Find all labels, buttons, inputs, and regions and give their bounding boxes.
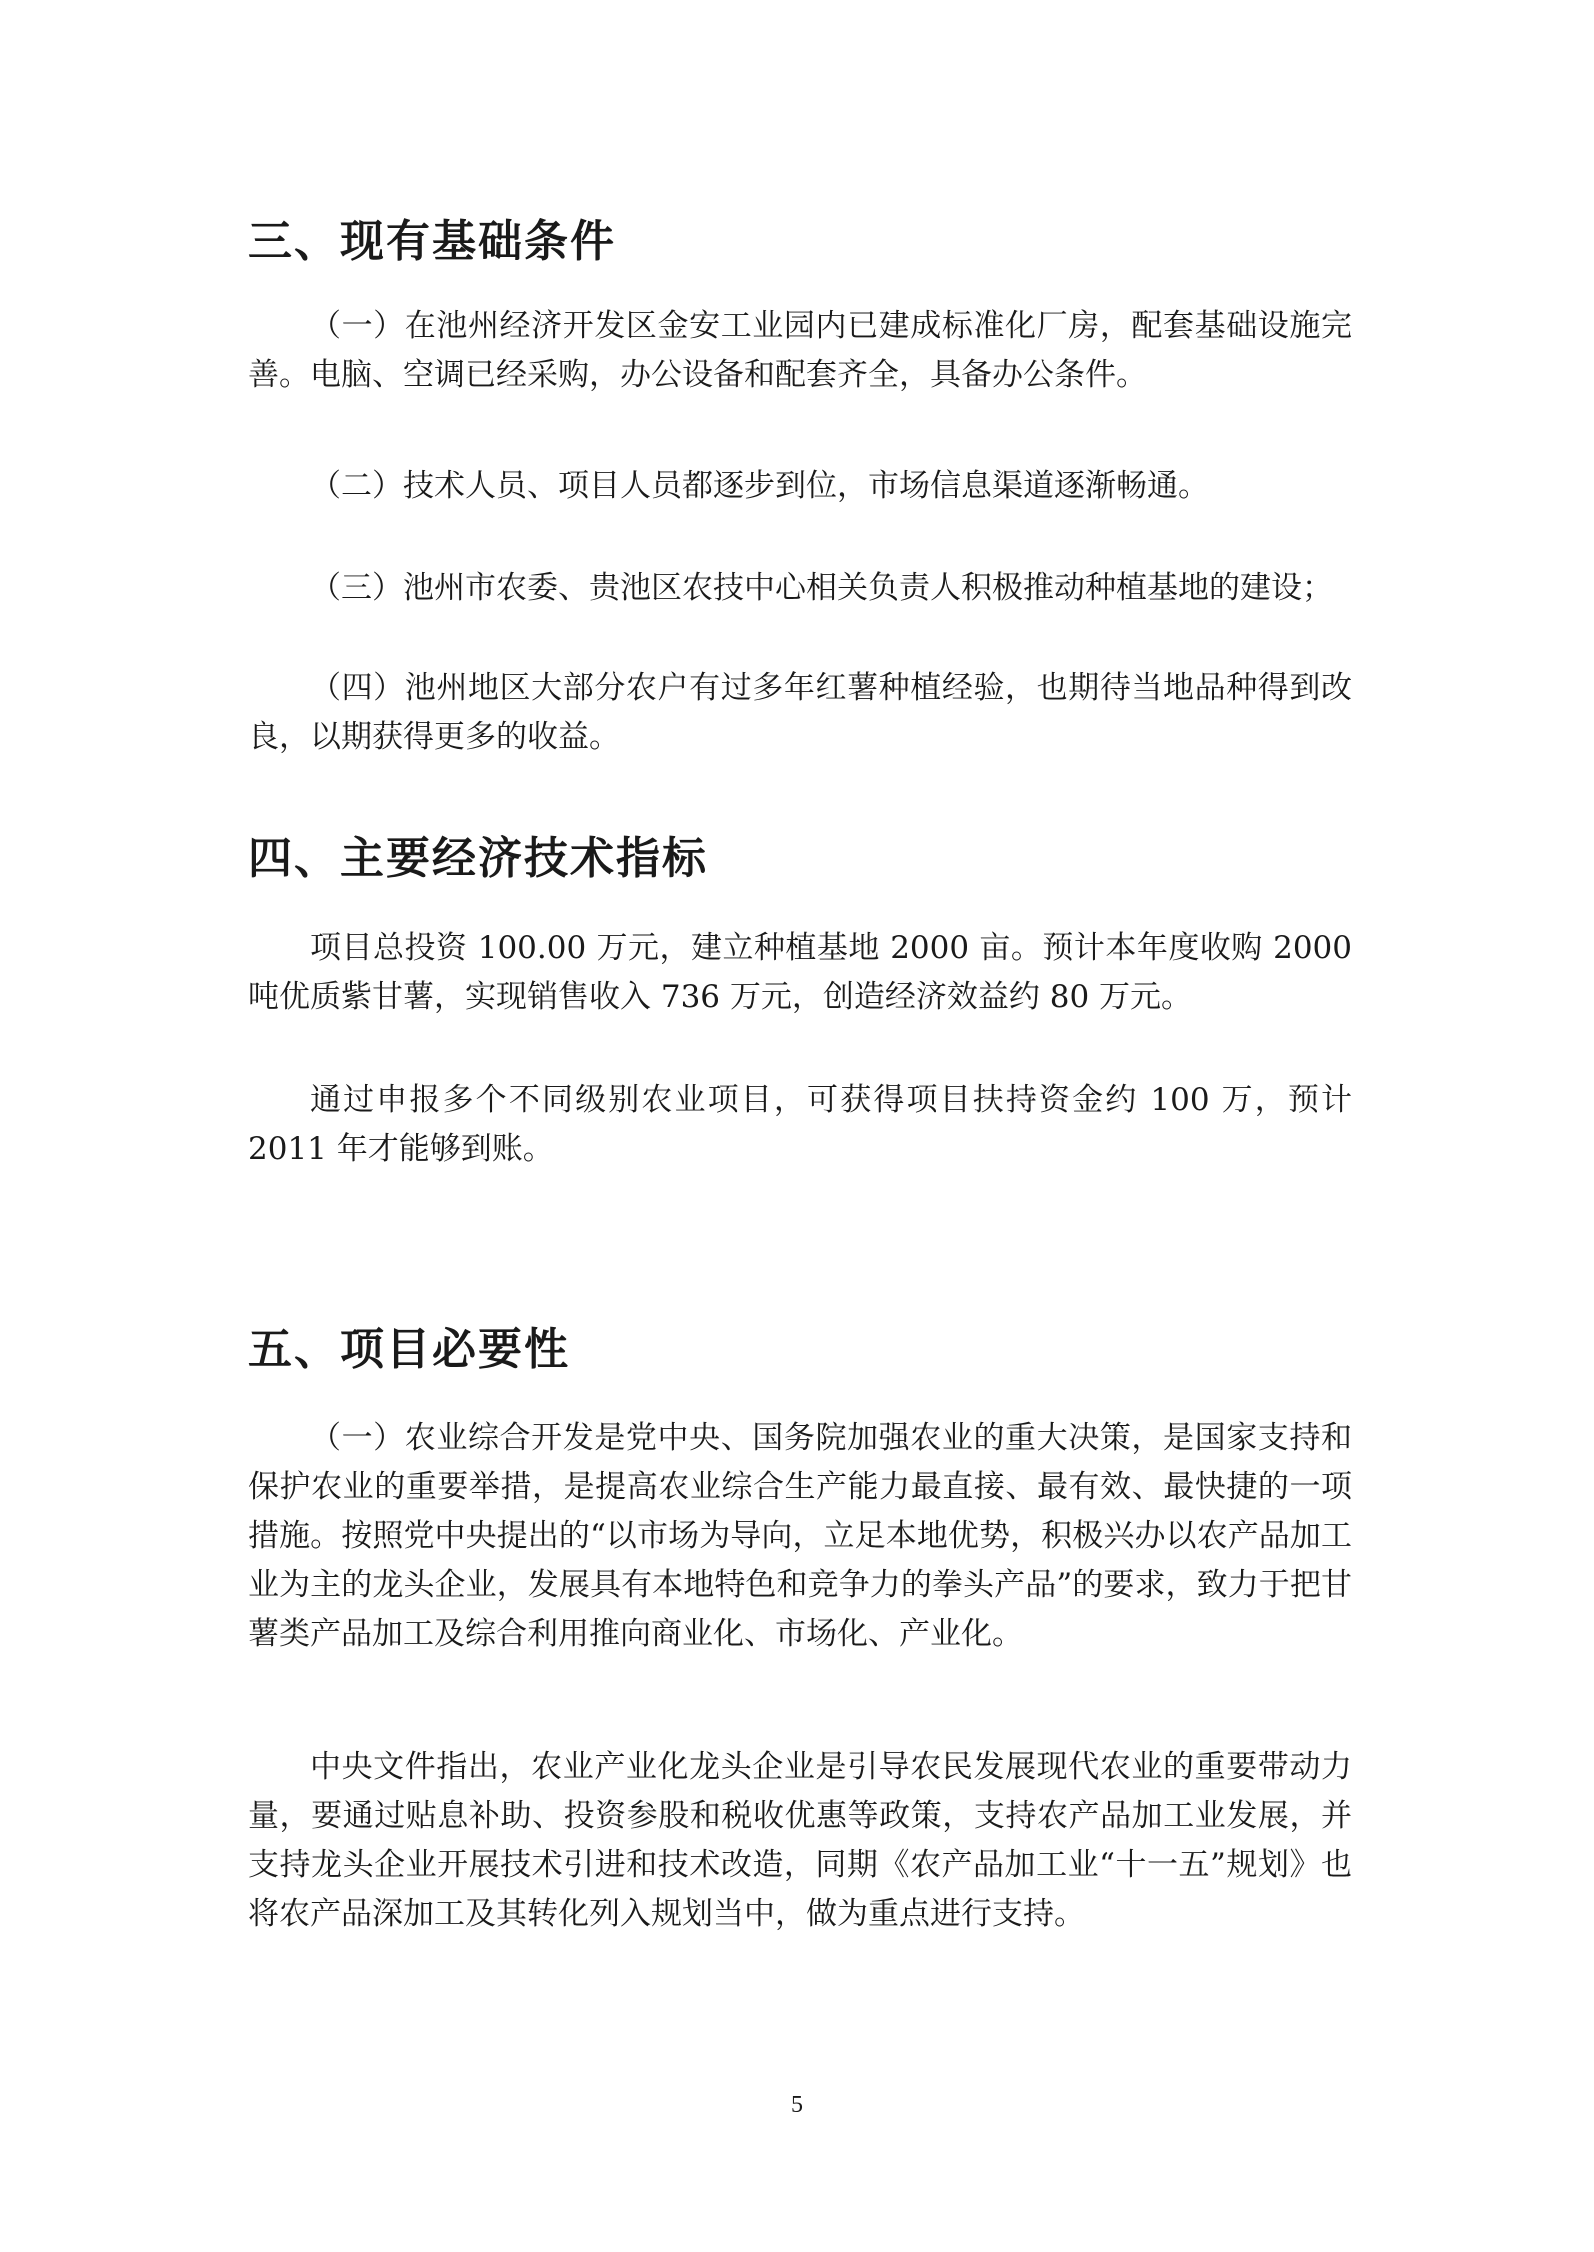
section-heading-existing-conditions: 三、现有基础条件 bbox=[248, 216, 616, 267]
paragraph: （二）技术人员、项目人员都逐步到位，市场信息渠道逐渐畅通。 bbox=[310, 468, 1209, 504]
paragraph: 项目总投资 100.00 万元，建立种植基地 2000 亩。预计本年度收购 2000 吨优质紫甘薯，实现销售收入 736 万元，创造经济效益约 80 万元。 bbox=[248, 930, 1352, 1015]
paragraph: （四）池州地区大部分农户有过多年红薯种植经验，也期待当地品种得到改良，以期获得更多的收益。 bbox=[248, 670, 1352, 755]
paragraph: （三）池州市农委、贵池区农技中心相关负责人积极推动种植基地的建设； bbox=[310, 570, 1333, 606]
section-heading-project-necessity: 五、项目必要性 bbox=[248, 1324, 570, 1375]
paragraph: 通过申报多个不同级别农业项目，可获得项目扶持资金约 100 万，预计 2011 年才能够到账。 bbox=[248, 1082, 1352, 1167]
paragraph: （一）在池州经济开发区金安工业园内已建成标准化厂房，配套基础设施完善。电脑、空调已经采购，办公设备和配套齐全，具备办公条件。 bbox=[248, 308, 1352, 393]
paragraph: （一）农业综合开发是党中央、国务院加强农业的重大决策，是国家支持和保护农业的重要举措，是提高农业综合生产能力最直接、最有效、最快捷的一项措施。按照党中央提出的“以市场为导向，立足本地优势，积极兴办以农产品加工业为主的龙头企业，发展具有本地特色和竞争力的拳头产品”的要求，致力于把甘薯类产品加工及综合利用推向商业化、市场化、产业化。 bbox=[248, 1420, 1352, 1652]
paragraph: 中央文件指出，农业产业化龙头企业是引导农民发展现代农业的重要带动力量，要通过贴息补助、投资参股和税收优惠等政策，支持农产品加工业发展，并支持龙头企业开展技术引进和技术改造，同期《农产品加工业“十一五”规划》也将农产品深加工及其转化列入规划当中，做为重点进行支持。 bbox=[248, 1749, 1352, 1932]
page-number: 5 bbox=[791, 2092, 803, 2118]
section-heading-economic-indicators: 四、主要经济技术指标 bbox=[248, 833, 708, 884]
